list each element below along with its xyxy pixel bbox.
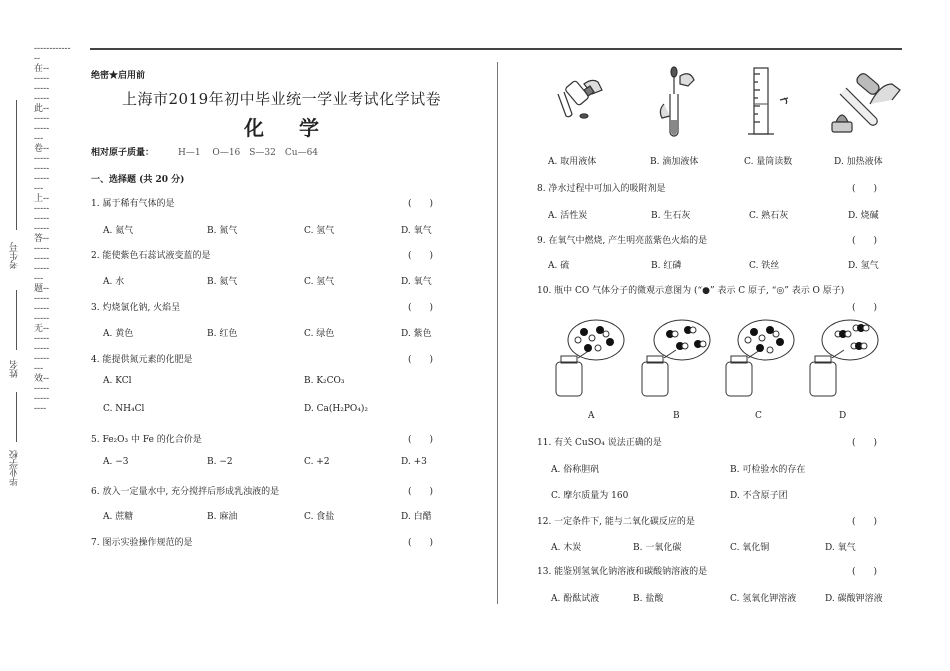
option-d: D. 白醋	[401, 512, 432, 522]
question-stem: 12. 一定条件下, 能与二氧化碳反应的是	[537, 517, 695, 527]
option-b: B. 麻油	[207, 512, 238, 522]
option-b: B. 氦气	[207, 277, 238, 287]
question-stem: 5. Fe₂O₃ 中 Fe 的化合价是	[91, 435, 202, 445]
question-stem: 1. 属于稀有气体的是	[91, 199, 175, 209]
option-a: A. 黄色	[103, 329, 134, 339]
secret-mark: 绝密★启用前	[91, 71, 146, 81]
answer-blank: ( )	[852, 184, 878, 194]
answer-blank: ( )	[852, 236, 878, 246]
question-stem: 11. 有关 CuSO₄ 说法正确的是	[537, 438, 662, 448]
answer-blank: ( )	[408, 538, 434, 548]
option-c: C. 绿色	[304, 329, 335, 339]
option-b: B. 可检验水的存在	[730, 465, 806, 475]
answer-blank: ( )	[408, 303, 434, 313]
option-b: B. 氮气	[207, 226, 238, 236]
option-b: B. 盐酸	[633, 594, 664, 604]
cylinder-figure	[748, 68, 788, 134]
option-d: D. 碳酸钾溶液	[825, 594, 883, 604]
option-b: B. 生石灰	[651, 211, 691, 221]
option-c: C. NH₄Cl	[103, 404, 145, 414]
column-divider	[497, 62, 498, 604]
bottle-figure-c	[726, 320, 794, 396]
seal-char: 卷	[34, 144, 44, 154]
answer-blank: ( )	[408, 355, 434, 365]
question-stem: 9. 在氧气中燃烧, 产生明亮蓝紫色火焰的是	[537, 236, 708, 246]
option-c: C. 熟石灰	[749, 211, 789, 221]
answer-blank: ( )	[408, 251, 434, 261]
option-c: C. 氢气	[304, 226, 335, 236]
option-b: B. 一氧化碳	[633, 543, 682, 553]
option-a: A. 木炭	[551, 543, 582, 553]
option-d: D. 氧气	[401, 277, 432, 287]
field-school: 毕业学校	[10, 450, 20, 486]
field-exam-number: 考生号	[10, 242, 20, 269]
option-a: A. 活性炭	[548, 211, 588, 221]
bottle-figure-d	[810, 320, 878, 396]
seal-char: 无	[34, 324, 44, 334]
q10-label-b: B	[673, 411, 680, 421]
option-c: C. 铁丝	[749, 261, 780, 271]
option-d: D. 紫色	[401, 329, 432, 339]
option-d: D. 烧碱	[848, 211, 879, 221]
seal-line: ------------ -- 在-- ----- ----- ----- 此-- ----- ----- --- 卷-- ----- ----- ----- --- 上-- ----- ----- ----- 答-- ----- ----- ----- --- 题-- ----- ----- ----- 无-- ----- ----- ----- --- 效-- ----- ----- ----	[34, 44, 71, 414]
option-d: D. 不含原子团	[730, 491, 788, 501]
question-stem: 4. 能提供氮元素的化肥是	[91, 355, 193, 365]
seal-char: 答	[34, 234, 44, 244]
answer-blank: ( )	[408, 199, 434, 209]
q7-label-c: C. 量筒读数	[744, 157, 793, 167]
option-c: C. +2	[304, 457, 330, 467]
question-stem: 8. 净水过程中可加入的吸附剂是	[537, 184, 666, 194]
option-c: C. 摩尔质量为 160	[551, 491, 629, 501]
option-a: A. 水	[103, 277, 125, 287]
question-stem: 10. 瓶中 CO 气体分子的微观示意图为 (“●” 表示 C 原子, “◎” 表示 O 原子)	[537, 286, 845, 296]
q10-figures	[548, 318, 888, 408]
question-stem: 6. 放入一定量水中, 充分搅拌后形成乳浊液的是	[91, 487, 280, 497]
heating-figure	[832, 72, 900, 132]
option-d: D. +3	[401, 457, 427, 467]
option-d: D. 氧气	[825, 543, 856, 553]
option-b: B. K₂CO₃	[304, 376, 345, 386]
seal-char: 此	[34, 104, 44, 114]
option-a: A. 酚酞试液	[551, 594, 600, 604]
option-c: C. 氢气	[304, 277, 335, 287]
question-stem: 3. 灼烧氯化钠, 火焰呈	[91, 303, 181, 313]
option-b: B. −2	[207, 457, 233, 467]
q10-label-d: D	[839, 411, 847, 421]
q7-label-d: D. 加热液体	[834, 157, 883, 167]
question-stem: 13. 能鉴别氢氧化钠溶液和碳酸钠溶液的是	[537, 567, 708, 577]
answer-blank: ( )	[852, 567, 878, 577]
option-c: C. 氢氧化钾溶液	[730, 594, 797, 604]
seal-char: 上	[34, 194, 44, 204]
option-a: A. 俗称胆矾	[551, 465, 600, 475]
exam-number-line	[16, 100, 17, 230]
option-a: A. 蔗糖	[103, 512, 134, 522]
answer-blank: ( )	[852, 517, 878, 527]
bottle-figure-b	[642, 320, 710, 396]
question-stem: 7. 图示实验操作规范的是	[91, 538, 193, 548]
answer-blank: ( )	[408, 435, 434, 445]
q7-figures	[540, 64, 920, 144]
seal-char: 效	[34, 374, 44, 384]
pour-liquid-figure	[558, 80, 602, 118]
subject-title: 化 学	[244, 116, 333, 140]
option-d: D. 氢气	[848, 261, 879, 271]
option-b: B. 红色	[207, 329, 238, 339]
field-name: 姓名	[10, 360, 20, 378]
section-heading: 一、选择题 (共 20 分)	[91, 175, 185, 185]
option-d: D. Ca(H₂PO₄)₂	[304, 404, 368, 414]
option-c: C. 食盐	[304, 512, 335, 522]
atomic-mass-values: H—1 O—16 S—32 Cu—64	[178, 148, 319, 158]
option-b: B. 红磷	[651, 261, 682, 271]
option-c: C. 氧化铜	[730, 543, 770, 553]
q10-label-c: C	[755, 411, 762, 421]
top-rule	[90, 48, 902, 50]
atomic-mass-label: 相对原子质量：	[91, 148, 155, 158]
q7-label-a: A. 取用液体	[548, 157, 597, 167]
answer-blank: ( )	[852, 303, 878, 313]
school-line	[16, 392, 17, 442]
seal-char: 题	[34, 284, 44, 294]
option-a: A. −3	[103, 457, 129, 467]
question-stem: 2. 能使紫色石蕊试液变蓝的是	[91, 251, 211, 261]
option-a: A. 氦气	[103, 226, 134, 236]
dropper-figure	[660, 67, 694, 136]
q7-label-b: B. 滴加液体	[650, 157, 699, 167]
name-line	[16, 290, 17, 350]
option-a: A. KCl	[103, 376, 132, 386]
option-a: A. 硫	[548, 261, 570, 271]
q10-label-a: A	[588, 411, 595, 421]
option-d: D. 氧气	[401, 226, 432, 236]
answer-blank: ( )	[408, 487, 434, 497]
paper-title: 上海市2019年初中毕业统一学业考试化学试卷	[122, 90, 442, 108]
seal-char: 在	[34, 64, 44, 74]
bottle-figure-a	[556, 320, 624, 396]
answer-blank: ( )	[852, 438, 878, 448]
